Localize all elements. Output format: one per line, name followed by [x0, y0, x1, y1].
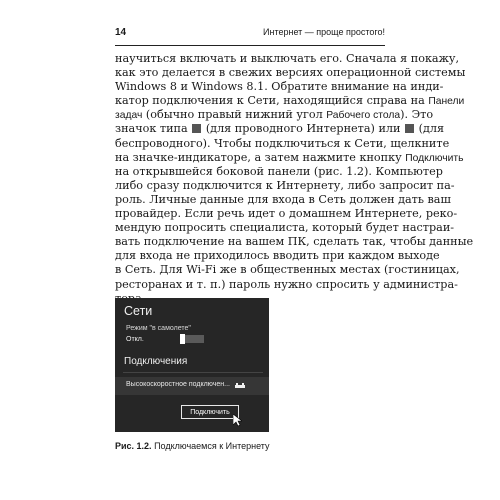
page-number: 14 [115, 27, 127, 38]
connect-button[interactable]: Подключить [181, 405, 239, 419]
text-line: как это делается в свежих версиях операционной системы [115, 66, 466, 80]
ui-term: Рабочего стола [326, 110, 401, 122]
text-line: задач (обычно правый нижний угол Рабочего стола). Это [115, 108, 434, 122]
toggle-knob [180, 334, 185, 344]
text-line: Windows 8 и Windows 8.1. Обратите внимание на инди- [115, 80, 444, 94]
text-line: либо сразу подключится к Интернету, либо запросит па- [115, 178, 455, 192]
caption-text: Подключаемся к Интернету [154, 441, 270, 451]
airplane-mode-label: Режим "в самолете" [126, 325, 191, 332]
toggle-state-label: Откл. [126, 336, 144, 343]
text-line: катор подключения к Сети, находящийся справа на Панели [115, 94, 465, 108]
text-line: вать подключение на вашем ПК, сделать так, чтобы данные [115, 235, 474, 249]
text-line: беспроводного). Чтобы подключиться к Сети, щелкните [115, 136, 450, 150]
mouse-cursor-icon [233, 414, 242, 427]
connections-section-title: Подключения [124, 356, 188, 367]
ui-term: Панели [428, 96, 465, 108]
text-line: провайдер. Если речь идет о домашнем Интернете, реко- [115, 207, 458, 221]
text-line: ресторанах и т. п.) пароль нужно спросить у администра- [115, 277, 458, 291]
ui-term: Подключить [405, 152, 464, 164]
airplane-mode-toggle[interactable] [180, 335, 204, 343]
wireless-network-icon [405, 124, 414, 133]
running-title: Интернет — проще простого! [263, 27, 385, 37]
figure-label: Рис. 1.2. [115, 441, 152, 451]
text-line: на открывшейся боковой панели (рис. 1.2). Компьютер [115, 164, 443, 178]
divider [123, 372, 263, 373]
panel-title: Сети [124, 304, 153, 318]
text-line: роль. Личные данные для входа в Сеть должен дать ваш [115, 192, 451, 206]
ui-term: задач [115, 110, 143, 122]
text-line: мендую попросить специалиста, который будет настраи- [115, 221, 455, 235]
page-header [115, 27, 385, 43]
network-panel-screenshot [115, 298, 269, 432]
ethernet-icon [235, 382, 245, 390]
text-line: на значке-индикаторе, а затем нажмите кнопку Подключить [115, 150, 464, 164]
text-line: в Сеть. Для Wi-Fi же в общественных местах (гостиницах, [115, 263, 460, 277]
wired-network-icon [192, 124, 201, 133]
text-line: научиться включать и выключать его. Сначала я покажу, [115, 52, 460, 65]
text-line: для входа не приходилось вводить при каждом выходе [115, 249, 440, 263]
text-line: значок типа (для проводного Интернета) или (для [115, 122, 445, 136]
body-text [115, 52, 474, 306]
connection-item[interactable] [115, 377, 269, 395]
header-rule [115, 45, 385, 46]
figure-caption [115, 441, 270, 451]
connection-name: Высокоскоростное подключен... [126, 381, 231, 388]
